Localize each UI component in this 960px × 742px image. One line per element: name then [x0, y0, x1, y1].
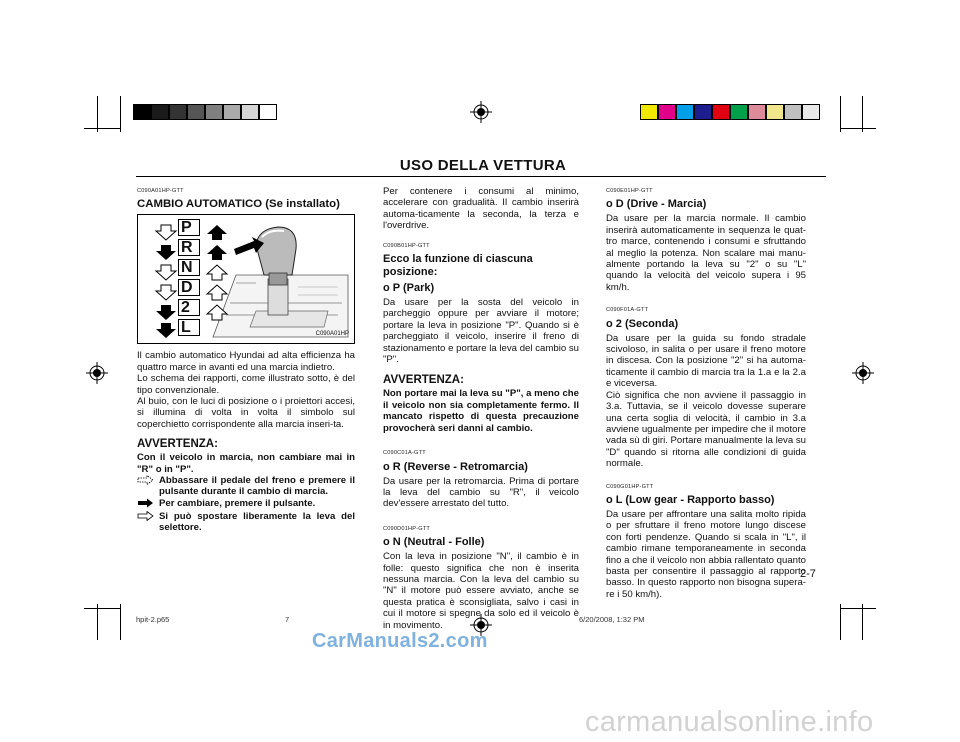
warning-title: AVVERTENZA:: [383, 374, 464, 387]
position-heading: o N (Neutral - Folle): [383, 536, 485, 549]
legend-text: Per cambiare, premere il pulsante.: [159, 497, 316, 509]
section-heading: CAMBIO AUTOMATICO (Se installato): [137, 198, 340, 211]
position-heading: o P (Park): [383, 282, 435, 295]
color-swatch: [658, 104, 676, 120]
shift-arrows-left-icon: [151, 221, 181, 339]
paragraph: Per contenere i consumi al minimo, accelerare con gradualità. Il cambio inserirà automa-ticamente la seconda, la terza e l'overdrive.: [383, 186, 579, 232]
position-heading: o R (Reverse - Retromarcia): [383, 460, 528, 473]
figure-caption: C090A01HP: [315, 331, 349, 337]
color-swatch: [748, 104, 766, 120]
position-heading: o L (Low gear - Rapporto basso): [606, 493, 775, 506]
crop-mark: [840, 128, 876, 129]
gear-letters: [178, 219, 204, 339]
gray-swatch: [187, 104, 205, 120]
section-code: C090G01HP-GTT: [606, 483, 654, 490]
page-title: USO DELLA VETTURA: [399, 157, 567, 174]
paragraph: Da usare per affrontare una salita molto ripida o per sfruttare il freno motore lungo discese con forti pendenze. Quando si scala in "L", il cambio rimane temporaneamente in seconda fino a che il veicolo non abbia rallentato quanto basta per consentire il passaggio al rapporto basso. In questo rapporto non bisogna supera-re i 50 km/h).: [606, 508, 807, 600]
gray-swatch: [133, 104, 151, 120]
gray-swatch: [241, 104, 259, 120]
color-swatch: [784, 104, 802, 120]
watermark-left: CarManuals2.com: [312, 630, 488, 652]
page-number: 2-7: [800, 568, 816, 580]
warning-text: Con il veicolo in marcia, non cambiare mai in "R" o in "P".: [137, 452, 355, 475]
color-swatch: [676, 104, 694, 120]
footer-filename: hpit-2.p65: [136, 615, 170, 624]
color-swatch: [766, 104, 784, 120]
color-swatch: [640, 104, 658, 120]
crop-mark: [862, 96, 863, 132]
crop-mark: [120, 604, 121, 640]
paragraph: Da usare per la sosta del veicolo in parcheggio oppure per avviare il motore; portare la leva in posizione "P". Quando si è parcheggiato il veicolo, inserire il freno di stazionamento e portare la leva del cambio su "P".: [383, 297, 579, 366]
paragraph: Con la leva in posizione "N", il cambio è in folle: questo significa che non è inserita nessuna marcia. Con la leva del cambio su "N" il motore può essere avviato, anche se questa pratica è sconsigliata, salvo i casi in cui il motore si spegne da solo ed il veicolo è in movimento.: [383, 551, 579, 631]
gray-swatch: [169, 104, 187, 120]
header-rule: [136, 176, 826, 177]
footer-date: 6/20/2008, 1:32 PM: [579, 615, 645, 624]
footer-page: 7: [285, 615, 290, 624]
color-swatch: [712, 104, 730, 120]
gear-letter-p: P: [178, 219, 200, 236]
column-3: [606, 186, 806, 600]
color-swatch: [802, 104, 820, 120]
paragraph: Da usare per la guida su fondo stradale scivoloso, in salita o per usare il freno motore in discesa. Con la posizione "2" si ha automa-ticamente il cambio di marcia tra la 1.a e la 2.a e viceversa.: [606, 332, 806, 390]
legend-item: [137, 511, 355, 534]
legend-item: [137, 498, 355, 511]
crop-mark: [840, 604, 841, 640]
gear-letter-d: D: [178, 279, 200, 296]
crop-mark: [840, 96, 841, 132]
position-heading: o D (Drive - Marcia): [606, 198, 707, 211]
watermark-right: carmanualsonline.info: [585, 706, 874, 738]
solid-arrow-icon: [137, 498, 159, 511]
color-swatch: [694, 104, 712, 120]
color-calibration-bar: [640, 104, 820, 120]
gray-swatch: [223, 104, 241, 120]
crop-mark: [840, 608, 876, 609]
paragraph: Lo schema dei rapporti, come illustrato sotto, è del tipo convenzionale.: [137, 373, 355, 396]
legend-text: Si può spostare liberamente la leva del selettore.: [159, 510, 355, 534]
registration-mark-icon: [470, 101, 492, 123]
gray-swatch: [205, 104, 223, 120]
section-code: C090A01HP-GTT: [137, 188, 184, 194]
gear-letter-l: L: [178, 319, 200, 336]
position-heading: o 2 (Seconda): [606, 317, 679, 330]
paragraph: Da usare per la marcia normale. Il cambio inserirà automaticamente in sequenza le quat-tro marce, contenendo i consumi e sfruttando al meglio la potenza. Non scalare mai manu-almente portando la leva su "2" o su "L" quando la velocità del veicolo supera i 95 km/h.: [606, 213, 806, 293]
gear-letter-2: 2: [178, 299, 200, 316]
gray-swatch: [259, 104, 277, 120]
crop-mark: [862, 604, 863, 640]
gear-letter-r: R: [178, 239, 200, 256]
registration-mark-icon: [852, 362, 874, 384]
color-swatch: [730, 104, 748, 120]
outline-arrow-icon: [137, 475, 159, 488]
grayscale-bar: [133, 104, 277, 120]
column-1: [137, 186, 355, 534]
paragraph: Da usare per la retromarcia. Prima di portare la leva del cambio su "R", il veicolo dev'essere arrestato del tutto.: [383, 475, 579, 510]
legend-text: Abbassare il pedale del freno e premere il pulsante durante il cambio di marcia.: [159, 475, 355, 498]
registration-mark-icon: [86, 362, 108, 384]
section-code: C090F01A-GTT: [606, 307, 649, 314]
crop-mark: [120, 96, 121, 132]
paragraph: Ciò significa che non avviene il passaggio in 3.a. Tuttavia, se il veicolo dovesse superare una certa soglia di velocità, il cambio in 3.a avviene ugualmente per impedire che il motore vada sù di giri. Portare manualmente la leva su "D" quando si ritorna alle condizioni di guida normale.: [606, 389, 806, 470]
gray-swatch: [151, 104, 169, 120]
section-code: C090E01HP-GTT: [606, 188, 653, 194]
crop-mark: [97, 604, 98, 640]
hollow-arrow-icon: [137, 511, 159, 524]
section-heading: Ecco la funzione di ciascuna posizione:: [383, 253, 533, 279]
gear-selector-figure: [137, 214, 355, 344]
warning-title: AVVERTENZA:: [137, 438, 218, 451]
warning-text: Non portare mai la leva su "P", a meno che il veicolo non sia completamente fermo. Il mancato rispetto di questa precauzione provocherà seri danni al cambio.: [383, 388, 579, 434]
shift-arrows-right-icon: [202, 221, 232, 339]
paragraph: Il cambio automatico Hyundai ad alta efficienza ha quattro marce in avanti ed una marcia indietro.: [137, 350, 355, 373]
column-2: [383, 186, 579, 631]
section-code: C090D01HP-GTT: [383, 525, 431, 532]
paragraph: Al buio, con le luci di posizione o i proiettori accesi, si illumina di volta in volta il simbolo sul coperchietto corrispondente alla marcia inseri-ta.: [137, 396, 355, 430]
crop-mark: [84, 128, 120, 129]
section-code: C090C01A-GTT: [383, 450, 426, 457]
gear-letter-n: N: [178, 259, 200, 276]
section-code: C090B01HP-GTT: [383, 242, 430, 249]
crop-mark: [84, 608, 120, 609]
legend-item: [137, 475, 355, 498]
crop-mark: [97, 96, 98, 132]
